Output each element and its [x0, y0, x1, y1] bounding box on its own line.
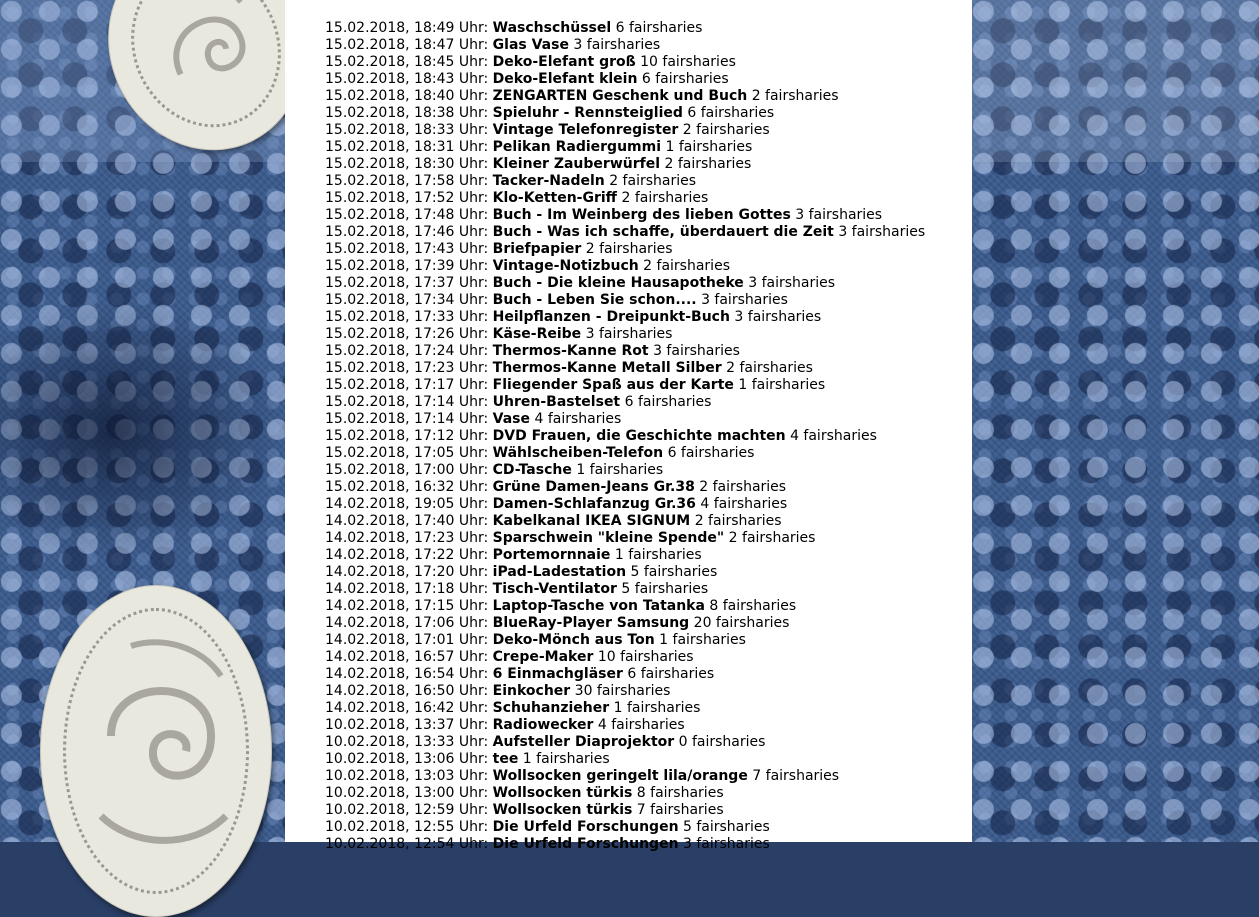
- entry-title[interactable]: Vase: [492, 411, 531, 427]
- entry-title[interactable]: Deko-Elefant groß: [492, 54, 636, 70]
- entry-title[interactable]: DVD Frauen, die Geschichte machten: [492, 428, 786, 444]
- list-item: [325, 156, 972, 173]
- entry-title[interactable]: Fliegender Spaß aus der Karte: [492, 377, 734, 393]
- list-item: [325, 530, 972, 547]
- background-pattern-left: [0, 0, 285, 842]
- entry-share-count: 6 fairsharies: [615, 20, 703, 36]
- entry-share-count: 1 fairsharies: [738, 377, 826, 393]
- entry-date: 15.02.2018, 18:31 Uhr:: [325, 139, 489, 155]
- entry-title[interactable]: Deko-Mönch aus Ton: [492, 632, 655, 648]
- entry-share-count: 3 fairsharies: [683, 836, 770, 852]
- list-item: [325, 411, 972, 428]
- entry-title[interactable]: Tacker-Nadeln: [492, 173, 605, 189]
- entry-share-count: 6 fairsharies: [687, 105, 775, 121]
- paper-ornament-bottom: [40, 585, 272, 917]
- entry-title[interactable]: Kleiner Zauberwürfel: [492, 156, 661, 172]
- entry-title[interactable]: Klo-Ketten-Griff: [492, 190, 618, 206]
- entry-title[interactable]: Waschschüssel: [492, 20, 612, 36]
- list-item: [325, 394, 972, 411]
- entry-date: 15.02.2018, 18:30 Uhr:: [325, 156, 489, 172]
- entry-share-count: 10 fairsharies: [597, 649, 694, 665]
- entry-title[interactable]: Thermos-Kanne Metall Silber: [492, 360, 722, 376]
- list-item: [325, 71, 972, 88]
- entry-title[interactable]: Spieluhr - Rennsteiglied: [492, 105, 683, 121]
- entry-date: 15.02.2018, 17:46 Uhr:: [325, 224, 489, 240]
- entry-title[interactable]: Schuhanzieher: [492, 700, 610, 716]
- list-item: [325, 275, 972, 292]
- list-item: [325, 88, 972, 105]
- entry-title[interactable]: Laptop-Tasche von Tatanka: [492, 598, 705, 614]
- entry-share-count: 2 fairsharies: [694, 513, 782, 529]
- entry-date: 15.02.2018, 18:45 Uhr:: [325, 54, 489, 70]
- entry-title[interactable]: iPad-Ladestation: [492, 564, 627, 580]
- swirl-icon: [41, 586, 271, 916]
- entry-share-count: 3 fairsharies: [701, 292, 788, 308]
- entry-date: 10.02.2018, 13:03 Uhr:: [325, 768, 489, 784]
- list-item: [325, 734, 972, 751]
- entry-share-count: 1 fairsharies: [659, 632, 746, 648]
- entry-share-count: 6 fairsharies: [624, 394, 712, 410]
- entry-title[interactable]: Glas Vase: [492, 37, 569, 53]
- list-item: [325, 37, 972, 54]
- list-item: [325, 360, 972, 377]
- entry-title[interactable]: Grüne Damen-Jeans Gr.38: [492, 479, 695, 495]
- entry-date: 15.02.2018, 17:12 Uhr:: [325, 428, 489, 444]
- entry-title[interactable]: Aufsteller Diaprojektor: [492, 734, 675, 750]
- entry-share-count: 1 fairsharies: [613, 700, 701, 716]
- entry-share-count: 2 fairsharies: [621, 190, 709, 206]
- entry-share-count: 5 fairsharies: [621, 581, 709, 597]
- list-item: [325, 377, 972, 394]
- entry-title[interactable]: Briefpapier: [492, 241, 582, 257]
- entry-title[interactable]: BlueRay-Player Samsung: [492, 615, 690, 631]
- entry-date: 15.02.2018, 17:14 Uhr:: [325, 411, 489, 427]
- list-item: [325, 462, 972, 479]
- list-item: [325, 241, 972, 258]
- entry-date: 14.02.2018, 17:06 Uhr:: [325, 615, 489, 631]
- entry-share-count: 2 fairsharies: [682, 122, 770, 138]
- entry-title[interactable]: tee: [492, 751, 519, 767]
- entry-date: 10.02.2018, 13:06 Uhr:: [325, 751, 489, 767]
- entry-date: 15.02.2018, 18:33 Uhr:: [325, 122, 489, 138]
- list-item: [325, 632, 972, 649]
- entry-share-count: 2 fairsharies: [728, 530, 816, 546]
- entry-title[interactable]: Vintage-Notizbuch: [492, 258, 639, 274]
- entry-share-count: 4 fairsharies: [597, 717, 685, 733]
- entry-share-count: 0 fairsharies: [678, 734, 766, 750]
- entry-date: 15.02.2018, 17:43 Uhr:: [325, 241, 489, 257]
- entry-share-count: 3 fairsharies: [734, 309, 822, 325]
- entry-date: 14.02.2018, 17:18 Uhr:: [325, 581, 489, 597]
- entry-date: 15.02.2018, 17:26 Uhr:: [325, 326, 489, 342]
- entry-date: 15.02.2018, 16:32 Uhr:: [325, 479, 489, 495]
- entry-share-count: 2 fairsharies: [751, 88, 839, 104]
- entry-share-count: 4 fairsharies: [534, 411, 622, 427]
- entry-title[interactable]: Einkocher: [492, 683, 571, 699]
- entry-date: 14.02.2018, 19:05 Uhr:: [325, 496, 489, 512]
- entry-share-count: 7 fairsharies: [752, 768, 840, 784]
- list-item: [325, 190, 972, 207]
- entry-date: 10.02.2018, 12:55 Uhr:: [325, 819, 489, 835]
- entry-title[interactable]: Die Urfeld Forschungen: [492, 819, 679, 835]
- entry-date: 10.02.2018, 12:59 Uhr:: [325, 802, 489, 818]
- background-shadow: [0, 300, 285, 560]
- list-item: [325, 564, 972, 581]
- list-item: [325, 598, 972, 615]
- entry-date: 10.02.2018, 12:54 Uhr:: [325, 836, 489, 852]
- entry-share-count: 1 fairsharies: [614, 547, 702, 563]
- entry-title[interactable]: Tisch-Ventilator: [492, 581, 617, 597]
- entry-date: 14.02.2018, 17:22 Uhr:: [325, 547, 489, 563]
- entry-title[interactable]: Heilpflanzen - Dreipunkt-Buch: [492, 309, 730, 325]
- entry-title[interactable]: Wollsocken geringelt lila/orange: [492, 768, 748, 784]
- entry-title[interactable]: Wollsocken türkis: [492, 785, 633, 801]
- entry-share-count: 6 fairsharies: [627, 666, 715, 682]
- entry-title[interactable]: Käse-Reibe: [492, 326, 582, 342]
- list-item: [325, 224, 972, 241]
- entry-title[interactable]: ZENGARTEN Geschenk und Buch: [492, 88, 748, 104]
- entry-title[interactable]: Uhren-Bastelset: [492, 394, 621, 410]
- entry-title[interactable]: Crepe-Maker: [492, 649, 594, 665]
- entry-date: 15.02.2018, 17:48 Uhr:: [325, 207, 489, 223]
- list-item: [325, 258, 972, 275]
- entry-title[interactable]: Pelikan Radiergummi: [492, 139, 662, 155]
- fairshare-list: [285, 0, 972, 853]
- entry-share-count: 8 fairsharies: [709, 598, 797, 614]
- list-item: [325, 173, 972, 190]
- entry-share-count: 7 fairsharies: [636, 802, 724, 818]
- list-item: [325, 122, 972, 139]
- entry-date: 15.02.2018, 17:33 Uhr:: [325, 309, 489, 325]
- entry-date: 14.02.2018, 17:01 Uhr:: [325, 632, 489, 648]
- entry-date: 15.02.2018, 17:17 Uhr:: [325, 377, 489, 393]
- entry-date: 14.02.2018, 16:54 Uhr:: [325, 666, 489, 682]
- entry-date: 14.02.2018, 16:57 Uhr:: [325, 649, 489, 665]
- entry-title[interactable]: Die Urfeld Forschungen: [492, 836, 679, 852]
- entry-date: 14.02.2018, 17:20 Uhr:: [325, 564, 489, 580]
- entry-title[interactable]: Thermos-Kanne Rot: [492, 343, 649, 359]
- list-item: [325, 496, 972, 513]
- entry-share-count: 3 fairsharies: [795, 207, 883, 223]
- entry-share-count: 4 fairsharies: [700, 496, 788, 512]
- entry-date: 15.02.2018, 18:43 Uhr:: [325, 71, 489, 87]
- entry-share-count: 5 fairsharies: [683, 819, 770, 835]
- list-item: [325, 751, 972, 768]
- list-item: [325, 700, 972, 717]
- entry-date: 14.02.2018, 16:42 Uhr:: [325, 700, 489, 716]
- entry-date: 14.02.2018, 17:23 Uhr:: [325, 530, 489, 546]
- entry-share-count: 2 fairsharies: [726, 360, 813, 376]
- entry-share-count: 3 fairsharies: [653, 343, 740, 359]
- entry-date: 15.02.2018, 18:40 Uhr:: [325, 88, 489, 104]
- entry-share-count: 2 fairsharies: [585, 241, 673, 257]
- list-item: [325, 547, 972, 564]
- entry-title[interactable]: 6 Einmachgläser: [492, 666, 623, 682]
- entry-share-count: 1 fairsharies: [522, 751, 610, 767]
- list-item: [325, 836, 972, 853]
- entry-share-count: 20 fairsharies: [693, 615, 790, 631]
- list-item: [325, 54, 972, 71]
- list-item: [325, 802, 972, 819]
- entry-date: 15.02.2018, 17:34 Uhr:: [325, 292, 489, 308]
- entry-share-count: 8 fairsharies: [636, 785, 724, 801]
- list-item: [325, 479, 972, 496]
- list-item: [325, 105, 972, 122]
- entry-date: 15.02.2018, 17:14 Uhr:: [325, 394, 489, 410]
- list-item: [325, 683, 972, 700]
- entry-share-count: 5 fairsharies: [630, 564, 718, 580]
- entry-date: 15.02.2018, 17:52 Uhr:: [325, 190, 489, 206]
- entry-title[interactable]: Wollsocken türkis: [492, 802, 633, 818]
- entry-title[interactable]: Wählscheiben-Telefon: [492, 445, 664, 461]
- list-item: [325, 666, 972, 683]
- entry-title[interactable]: Buch - Was ich schaffe, überdauert die Zeit: [492, 224, 834, 240]
- entry-date: 10.02.2018, 13:33 Uhr:: [325, 734, 489, 750]
- entry-title[interactable]: Buch - Die kleine Hausapotheke: [492, 275, 744, 291]
- entry-share-count: 6 fairsharies: [641, 71, 729, 87]
- list-item: [325, 819, 972, 836]
- entry-date: 15.02.2018, 17:00 Uhr:: [325, 462, 489, 478]
- entry-date: 10.02.2018, 13:00 Uhr:: [325, 785, 489, 801]
- entry-date: 14.02.2018, 17:15 Uhr:: [325, 598, 489, 614]
- entry-share-count: 3 fairsharies: [748, 275, 836, 291]
- list-item: [325, 581, 972, 598]
- entry-title[interactable]: Radiowecker: [492, 717, 594, 733]
- list-item: [325, 513, 972, 530]
- list-item: [325, 292, 972, 309]
- entry-share-count: 2 fairsharies: [609, 173, 697, 189]
- entry-title[interactable]: Deko-Elefant klein: [492, 71, 638, 87]
- entry-share-count: 1 fairsharies: [576, 462, 664, 478]
- entry-title[interactable]: Buch - Im Weinberg des lieben Gottes: [492, 207, 791, 223]
- entry-date: 14.02.2018, 16:50 Uhr:: [325, 683, 489, 699]
- list-item: [325, 445, 972, 462]
- entry-share-count: 2 fairsharies: [664, 156, 752, 172]
- entry-share-count: 3 fairsharies: [585, 326, 673, 342]
- entry-share-count: 3 fairsharies: [573, 37, 661, 53]
- main-content: [285, 0, 972, 852]
- entry-share-count: 10 fairsharies: [640, 54, 736, 70]
- entry-date: 14.02.2018, 17:40 Uhr:: [325, 513, 489, 529]
- list-item: [325, 343, 972, 360]
- background-pattern-right: [972, 0, 1259, 842]
- entry-date: 15.02.2018, 17:24 Uhr:: [325, 343, 489, 359]
- list-item: [325, 785, 972, 802]
- entry-date: 15.02.2018, 17:37 Uhr:: [325, 275, 489, 291]
- list-item: [325, 428, 972, 445]
- list-item: [325, 309, 972, 326]
- list-item: [325, 717, 972, 734]
- list-item: [325, 207, 972, 224]
- entry-title[interactable]: Sparschwein "kleine Spende": [492, 530, 725, 546]
- entry-title[interactable]: Damen-Schlafanzug Gr.36: [492, 496, 696, 512]
- entry-share-count: 6 fairsharies: [667, 445, 755, 461]
- entry-share-count: 2 fairsharies: [699, 479, 787, 495]
- entry-title[interactable]: Kabelkanal IKEA SIGNUM: [492, 513, 691, 529]
- entry-title[interactable]: Buch - Leben Sie schon....: [492, 292, 697, 308]
- list-item: [325, 326, 972, 343]
- list-item: [325, 649, 972, 666]
- entry-share-count: 3 fairsharies: [838, 224, 926, 240]
- list-item: [325, 768, 972, 785]
- entry-share-count: 1 fairsharies: [665, 139, 753, 155]
- entry-date: 15.02.2018, 18:49 Uhr:: [325, 20, 489, 36]
- entry-date: 10.02.2018, 13:37 Uhr:: [325, 717, 489, 733]
- entry-date: 15.02.2018, 18:38 Uhr:: [325, 105, 489, 121]
- entry-date: 15.02.2018, 17:39 Uhr:: [325, 258, 489, 274]
- entry-title[interactable]: Portemornnaie: [492, 547, 611, 563]
- entry-share-count: 2 fairsharies: [643, 258, 730, 274]
- list-item: [325, 20, 972, 37]
- entry-date: 15.02.2018, 17:58 Uhr:: [325, 173, 489, 189]
- entry-date: 15.02.2018, 17:05 Uhr:: [325, 445, 489, 461]
- entry-title[interactable]: CD-Tasche: [492, 462, 572, 478]
- entry-title[interactable]: Vintage Telefonregister: [492, 122, 679, 138]
- entry-date: 15.02.2018, 18:47 Uhr:: [325, 37, 489, 53]
- entry-date: 15.02.2018, 17:23 Uhr:: [325, 360, 489, 376]
- entry-share-count: 30 fairsharies: [574, 683, 671, 699]
- list-item: [325, 615, 972, 632]
- list-item: [325, 139, 972, 156]
- entry-share-count: 4 fairsharies: [790, 428, 877, 444]
